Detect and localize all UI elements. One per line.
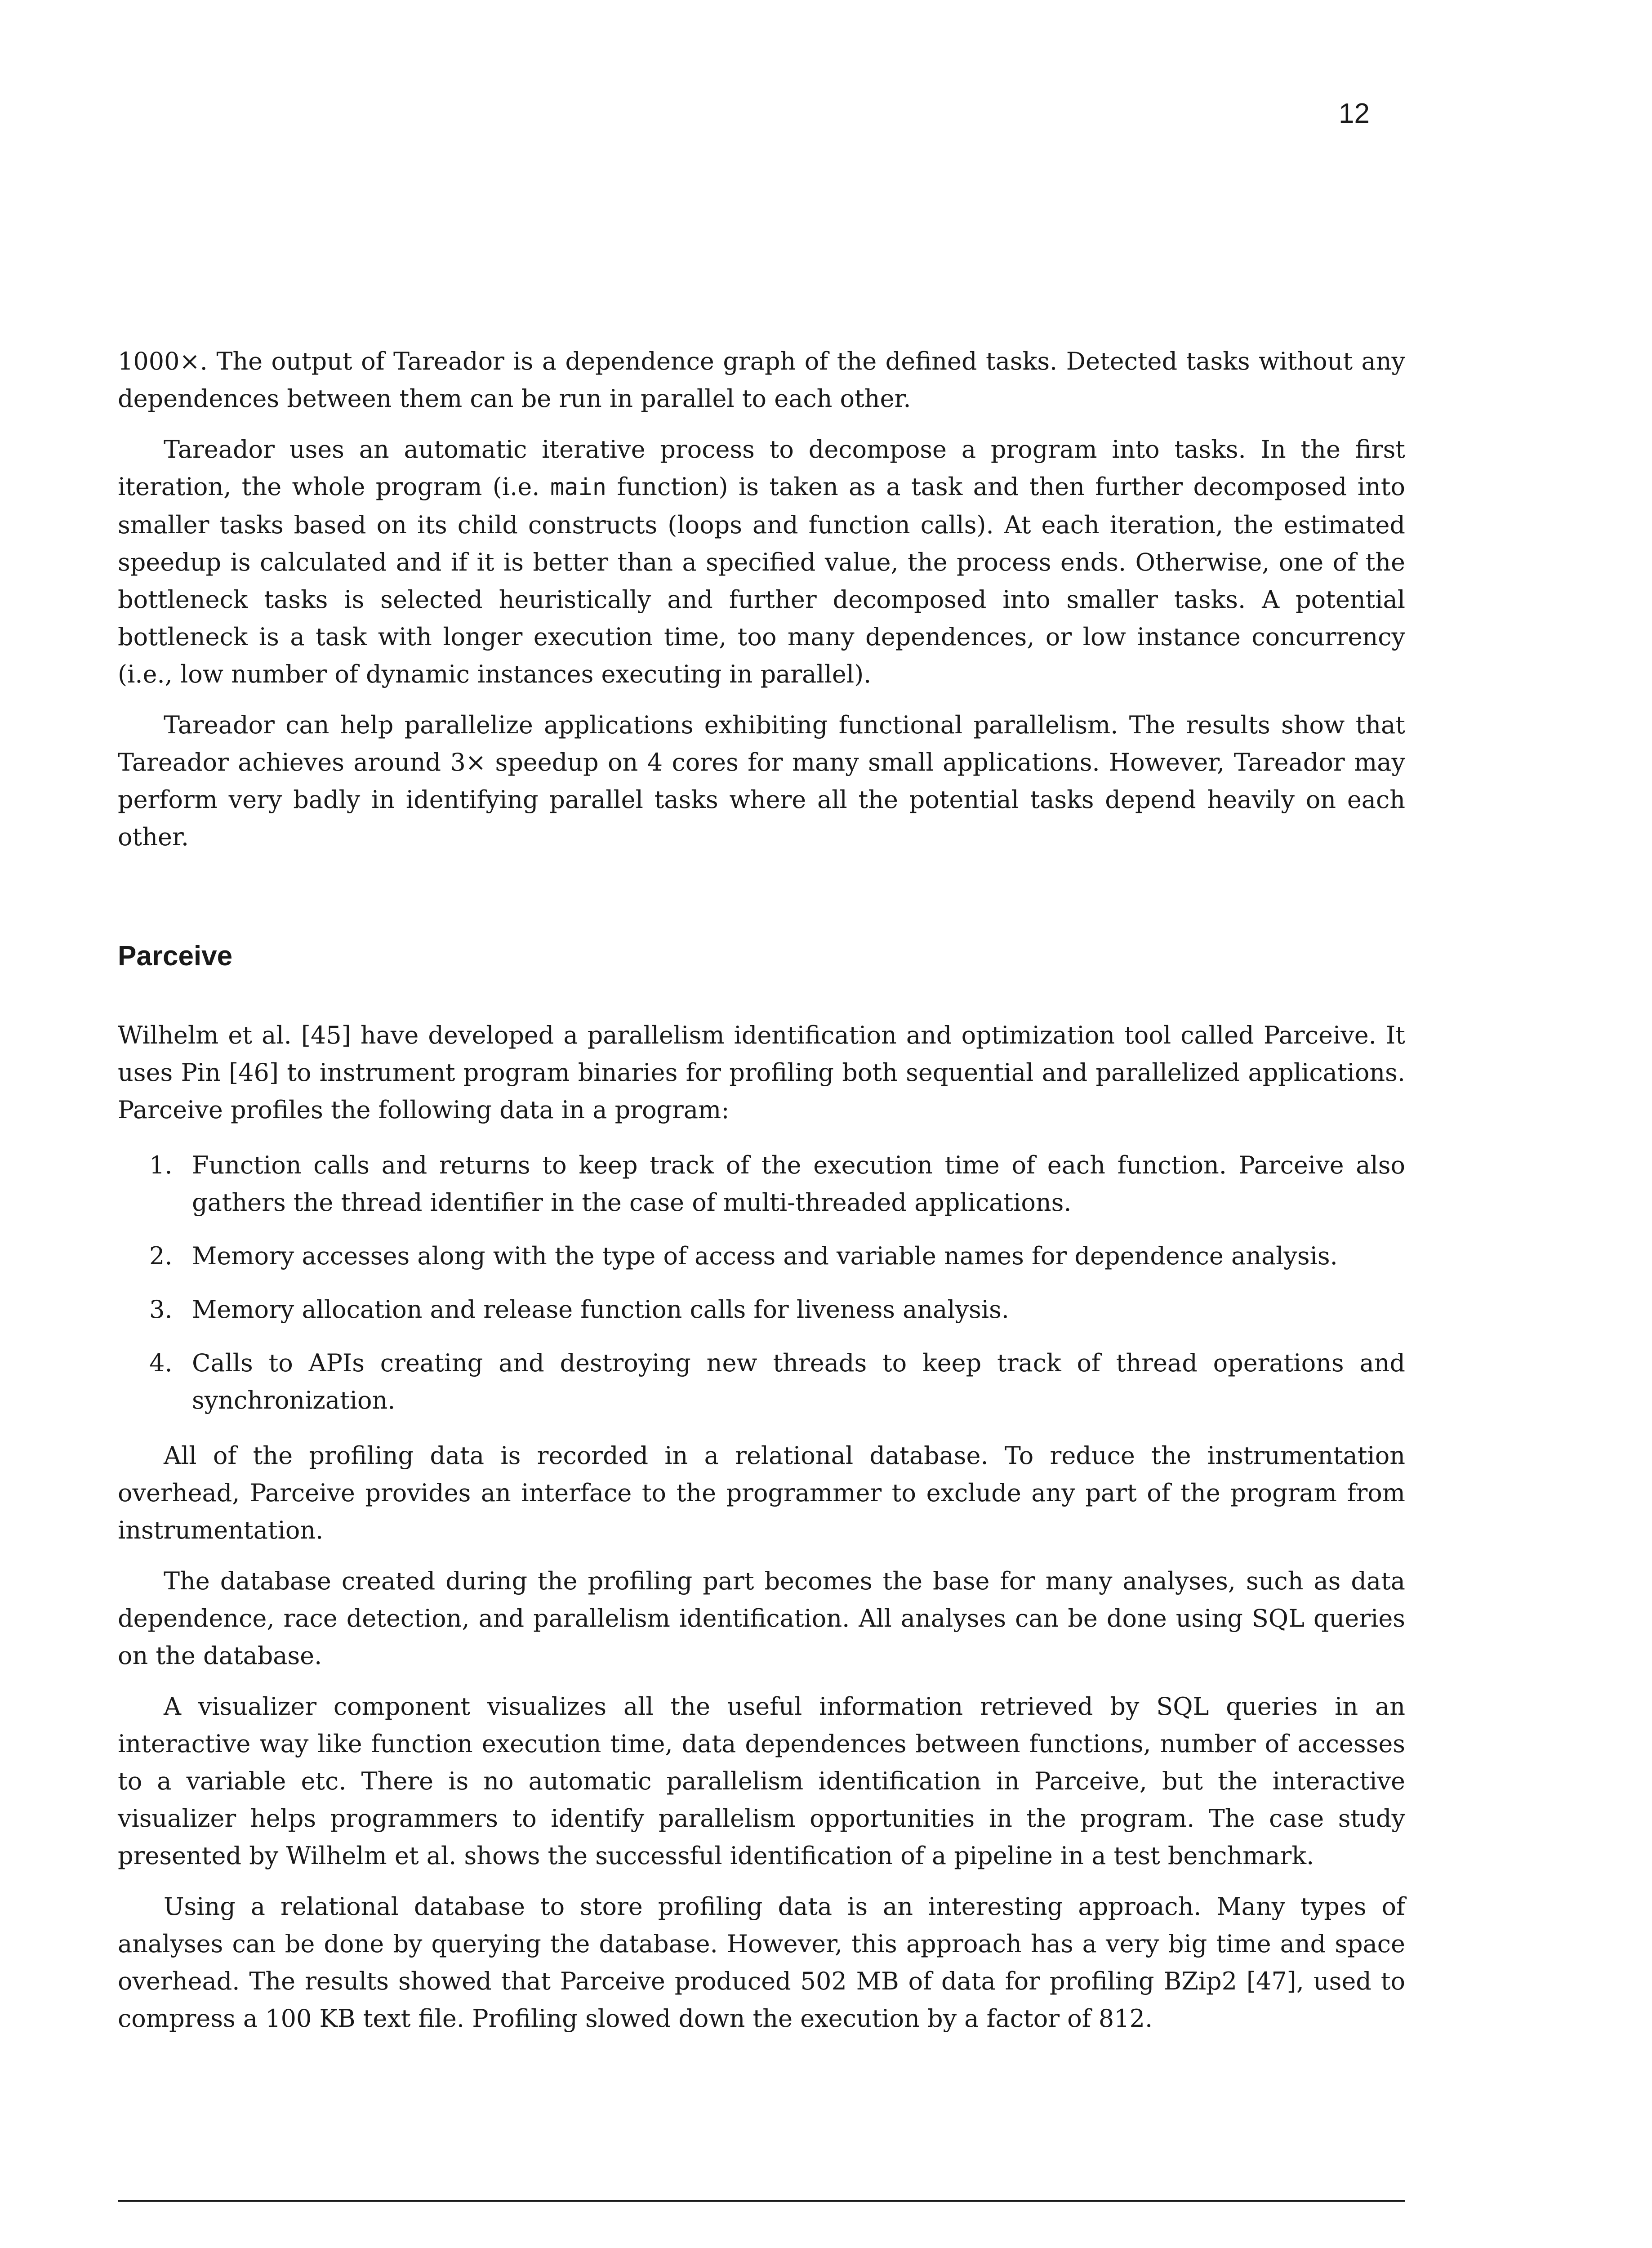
paragraph-visualizer: A visualizer component visualizes all the useful information retrieved by SQL queries in an interactive way like function execution time, data dependences between functions, number of accesses to a variable etc. There is no automatic parallelism identification in Parceive, but the interactive visualizer helps programmers to identify parallelism opportunities in the program. The case study presented by Wilhelm et al. shows the successful identification of a pipeline in a test benchmark. — [118, 1692, 1405, 1870]
list-item — [118, 1291, 1405, 1328]
list-item-text: Memory allocation and release function calls for liveness analysis. — [192, 1295, 1009, 1324]
page-number: 12 — [1339, 98, 1370, 129]
list-item-number: 3. — [149, 1295, 173, 1324]
list-item-number: 1. — [149, 1151, 173, 1179]
inline-code-main: main — [550, 474, 607, 501]
paragraph-tareador-output: 1000×. The output of Tareador is a dependence graph of the defined tasks. Detected tasks without any dependences between them can be run in parallel to each other. — [118, 347, 1405, 413]
paragraph-database-analyses: The database created during the profiling part becomes the base for many analyses, such as data dependence, race detection, and parallelism identification. All analyses can be done using SQL queries on the database. — [118, 1567, 1405, 1670]
section-heading-parceive: Parceive — [118, 941, 233, 972]
list-item — [118, 1146, 1405, 1221]
list-item-text: Memory accesses along with the type of access and variable names for dependence analysis. — [192, 1242, 1338, 1270]
list-item-number: 4. — [149, 1349, 173, 1377]
paragraph-parceive-intro: Wilhelm et al. [45] have developed a parallelism identification and optimization tool called Parceive. It uses Pin [46] to instrument program binaries for profiling both sequential and parallelized applications. Parceive profiles the following data in a program: — [118, 1021, 1405, 1124]
paragraph-text: Tareador uses an automatic iterative process to decompose a program into tasks. In the first iteration, the whole program (i.e. — [118, 435, 1405, 501]
list-item-number: 2. — [149, 1242, 173, 1270]
paragraph-tareador-iterative-process — [118, 431, 1405, 693]
paragraph-overhead: Using a relational database to store profiling data is an interesting approach. Many types of analyses can be done by querying the database. However, this approach has a very big time and space overhead. The results showed that Parceive produced 502 MB of data for profiling BZip2 [47], used to compress a 100 KB text file. Profiling slowed down the execution by a factor of 812. — [118, 1892, 1405, 2033]
list-item-text: Calls to APIs creating and destroying new threads to keep track of thread operations and synchronization. — [192, 1349, 1405, 1414]
paragraph-text: function) is taken as a task and then further decomposed into smaller tasks based on its child constructs (loops and function calls). At each iteration, the estimated speedup is calculated and if it is better than a specified value, the process ends. Otherwise, one of the bottleneck tasks is selected heuristically and further decomposed into smaller tasks. A potential bottleneck is a task with longer execution time, too many dependences, or low instance concurrency (i.e., low number of dynamic instances executing in parallel). — [118, 473, 1405, 688]
footnote-divider — [118, 2200, 1405, 2202]
list-item-text: Function calls and returns to keep track of the execution time of each function. Parceive also gathers the thread identifier in the case of multi-threaded applications. — [192, 1151, 1405, 1217]
page-body — [118, 343, 1405, 2051]
list-item — [118, 1237, 1405, 1275]
profiled-data-list — [118, 1146, 1405, 1419]
paragraph-tareador-results: Tareador can help parallelize applications exhibiting functional parallelism. The results show that Tareador achieves around 3× speedup on 4 cores for many small applications. However, Tareador may perform very badly in identifying parallel tasks where all the potential tasks depend heavily on each other. — [118, 711, 1405, 851]
list-item — [118, 1344, 1405, 1419]
paragraph-relational-database: All of the profiling data is recorded in a relational database. To reduce the instrumentation overhead, Parceive provides an interface to the programmer to exclude any part of the program from instrumentation. — [118, 1441, 1405, 1544]
